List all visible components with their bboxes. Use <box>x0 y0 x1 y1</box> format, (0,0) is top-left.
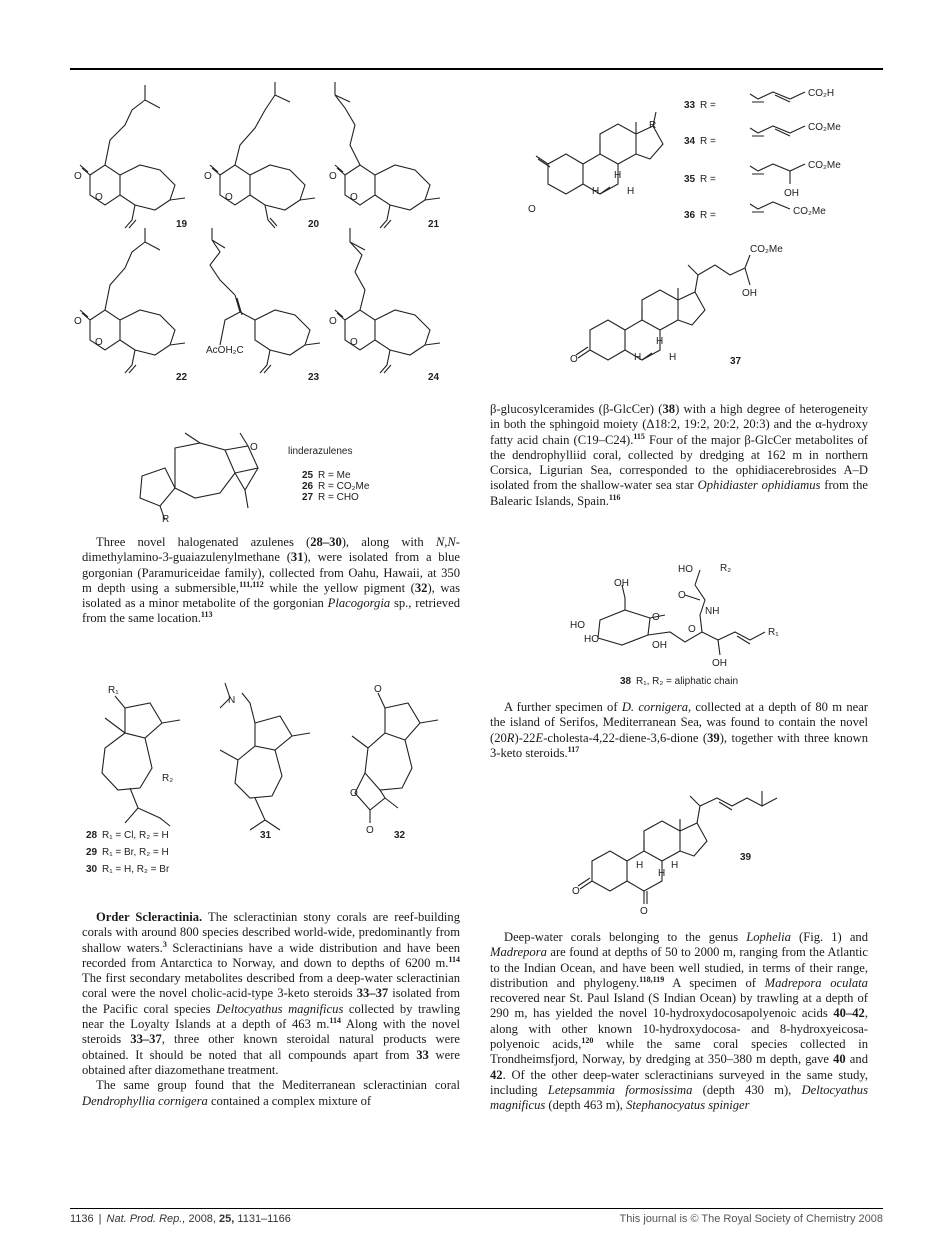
linder-row-26-num: 26 <box>302 481 314 492</box>
page-number: 1136 <box>70 1213 94 1225</box>
svg-text:O: O <box>204 171 212 182</box>
right-paragraph-1: β-glucosylceramides (β-GlcCer) (38) with a high degree of heterogeneity in both the sphingoid moiety (Δ18:2, 19:2, 20:2, 20:3) and the α-hydroxy fatty acid chain (C19–C24).$^{115}$ Four of the major β-GlcCer metabolites of the dendrophylliid coral, collected by dredging at 162 m in northern Corsica, Ligurian Sea, corresponded to the ophidiacerebrosides A–D isolated from the shallow-water sea star Ophidiaster ophidiamus from the Balearic Islands, Spain.$^{116}$ <box>490 402 868 508</box>
acoh2c-label: AcOH₂C <box>206 345 244 356</box>
svg-text:O: O <box>95 192 103 203</box>
r-eq-36: R = <box>700 210 716 221</box>
svg-text:H: H <box>634 352 642 363</box>
azulene-row-30-num: 30 <box>86 864 98 875</box>
compound-label-34: 34 <box>684 136 696 147</box>
svg-text:H: H <box>656 336 664 347</box>
svg-text:O: O <box>570 354 578 365</box>
left-paragraph-2: Order Scleractinia. The scleractinian stony corals are reef-building corals with around 800 species described world-wide, predominantly from shallow waters.$^3$ Scleractinians have a wide distribution and have been recorded from Antarctica to Norway, and down to depths of 6200 m.$^{114}$ The first secondary metabolites described from a deep-water scleractinian coral were the novel cholic-acid-type 3-keto steroids 33–37 isolated from the Pacific coral species Deltocyathus magnificus collected by trawling near the Loyalty Islands at a depth of 463 m.$^{114}$ Along with the novel steroids 33–37, three other known steroidal natural products were obtained. It should be noted that all compounds apart from 33 were obtained after diazomethane treatment. The same group found that the Mediterranean scleractinian coral Dendrophyllia cornigera contained a complex mixture of <box>82 910 460 1108</box>
svg-text:H: H <box>614 170 622 181</box>
svg-text:O: O <box>250 442 258 453</box>
r-sub-34: CO₂Me <box>808 122 841 133</box>
compound-label-23: 23 <box>308 372 320 383</box>
compound-label-35: 35 <box>684 174 696 185</box>
left-paragraph-1: Three novel halogenated azulenes (28–30), along with N,N-dimethylamino-3-guaiazulenylmethane (31), were isolated from a blue gorgonian (Paramuriceidae family), collected from Oahu, Hawaii, at 350 m depth using a submersible,$^{111,112}$ while the yellow pigment (32), was isolated as a minor metabolite of the gorgonian Placogorgia sp., retrieved from the same location.$^{113}$ <box>82 535 460 626</box>
structure-37 <box>570 240 830 380</box>
linderazulenes-title: linderazulenes <box>288 446 353 457</box>
structures-19-24 <box>70 80 470 400</box>
structures-25-27 <box>130 428 460 528</box>
footer-copyright: This journal is © The Royal Society of Chemistry 2008 <box>619 1213 883 1225</box>
svg-text:O: O <box>350 192 358 203</box>
journal-year: 2008, <box>188 1213 216 1225</box>
journal-name: Nat. Prod. Rep., <box>106 1213 186 1225</box>
azulene-row-28-num: 28 <box>86 830 98 841</box>
svg-text:O: O <box>329 316 337 327</box>
r-eq-34: R = <box>700 136 716 147</box>
svg-text:O: O <box>329 171 337 182</box>
svg-text:R: R <box>649 120 657 131</box>
r-eq-35: R = <box>700 174 716 185</box>
svg-text:O: O <box>74 171 82 182</box>
ho-1: HO <box>570 620 585 631</box>
linder-row-27-num: 27 <box>302 492 314 503</box>
svg-text:O: O <box>374 684 382 695</box>
svg-text:N: N <box>228 695 236 706</box>
compound-label-32: 32 <box>394 830 406 841</box>
left-paragraph-3: The same group found that the Mediterranean scleractinian coral Dendrophyllia cornigera contained a complex mixture of <box>82 1078 460 1108</box>
svg-text:O: O <box>678 590 686 601</box>
co2me-37: CO₂Me <box>750 244 783 255</box>
azulene-row-29-text: R₁ = Br, R₂ = H <box>102 847 169 858</box>
right-paragraph-3: Deep-water corals belonging to the genus Lophelia (Fig. 1) and Madrepora are found at depths of 50 to 2000 m, ranging from the Atlantic to the Indian Ocean, and have been well studied, in terms of their range, distribution and phylogeny.$^{118,119}$ A specimen of Madrepora oculata recovered near St. Paul Island (S Indian Ocean) by trawling at a depth of 290 m, has yielded the novel 10-hydroxydocosapolyenoic acids 40–42, along with other known 10-hydroxydocosa- and 8-hydroxyeicosa-polyenoic acids,$^{120}$ while the same coral species collected in Trondheimsfjord, Norway, by dredging at 350–380 m depth, gave 40 and 42. Of the other deep-water scleractinians surveyed in the same study, including Letepsammia formosissima (depth 430 m), Deltocyathus magnificus (depth 463 m), Stephanocyatus spiniger <box>490 930 869 1113</box>
caption-38: R₁, R₂ = aliphatic chain <box>636 676 739 687</box>
r-eq-33: R = <box>700 100 716 111</box>
azulene-row-28-text: R₁ = Cl, R₂ = H <box>102 830 169 841</box>
oh-38: OH <box>712 658 727 669</box>
svg-text:H: H <box>669 352 677 363</box>
compound-label-22: 22 <box>176 372 188 383</box>
structures-33-36 <box>528 84 888 229</box>
svg-text:O: O <box>225 192 233 203</box>
svg-text:O: O <box>366 825 374 836</box>
svg-text:OH: OH <box>614 578 629 589</box>
svg-text:O: O <box>350 788 358 799</box>
r-label: R <box>162 514 170 525</box>
structures-28-32 <box>80 678 460 878</box>
right-paragraph-2: A further specimen of D. cornigera, collected at a depth of 80 m near the island of Serifos, Mediterranean Sea, was found to contain the novel (20R)-22E-cholesta-4,22-diene-3,6-dione (39), together with three known 3-keto steroids.$^{117}$ <box>490 700 868 760</box>
r-sub-33: CO₂H <box>808 88 835 99</box>
svg-text:O: O <box>74 316 82 327</box>
structure-38 <box>570 560 830 690</box>
svg-text:O: O <box>688 624 696 635</box>
h-39-a: H <box>636 860 644 871</box>
svg-text:O: O <box>528 204 536 215</box>
r2-38: R₂ <box>720 563 732 574</box>
compound-label-33: 33 <box>684 100 696 111</box>
r-sub-35: CO₂Me <box>808 160 841 171</box>
footer-rule <box>70 1208 883 1209</box>
r-sub-36: CO₂Me <box>793 206 826 217</box>
svg-text:HO: HO <box>678 564 693 575</box>
compound-label-20: 20 <box>308 219 320 230</box>
r2-label: R₂ <box>162 773 174 784</box>
oh-37: OH <box>742 288 757 299</box>
journal-pages: 1131–1166 <box>237 1213 291 1225</box>
footer-citation: 1136 | Nat. Prod. Rep., 2008, 25, 1131–1166 <box>70 1213 291 1225</box>
ho-2: HO <box>584 634 599 645</box>
linder-row-27-text: R = CHO <box>318 492 359 503</box>
azulene-row-30-text: R₁ = H, R₂ = Br <box>102 864 170 875</box>
azulene-row-29-num: 29 <box>86 847 98 858</box>
linder-row-25-num: 25 <box>302 470 314 481</box>
svg-text:H: H <box>592 186 600 197</box>
r1-label: R₁ <box>108 685 119 696</box>
compound-label-36: 36 <box>684 210 696 221</box>
svg-text:O: O <box>95 337 103 348</box>
svg-text:O: O <box>572 886 580 897</box>
header-rule <box>70 68 883 70</box>
journal-volume: 25, <box>219 1213 235 1225</box>
r1-38: R₁ <box>768 627 779 638</box>
compound-label-24: 24 <box>428 372 440 383</box>
svg-text:O: O <box>640 906 648 917</box>
compound-label-39: 39 <box>740 852 752 863</box>
svg-text:O: O <box>350 337 358 348</box>
compound-label-31: 31 <box>260 830 272 841</box>
svg-text:H: H <box>627 186 635 197</box>
linder-row-25-text: R = Me <box>318 470 351 481</box>
h-39-b: H <box>658 868 666 879</box>
svg-text:OH: OH <box>652 640 667 651</box>
svg-text:O: O <box>652 612 660 623</box>
h-39-c: H <box>671 860 679 871</box>
structure-39 <box>572 786 832 916</box>
linder-row-26-text: R = CO₂Me <box>318 481 370 492</box>
compound-label-19: 19 <box>176 219 188 230</box>
nh-label: NH <box>705 606 720 617</box>
compound-label-21: 21 <box>428 219 440 230</box>
compound-label-37: 37 <box>730 356 742 367</box>
oh-35: OH <box>784 188 799 199</box>
compound-label-38: 38 <box>620 676 632 687</box>
